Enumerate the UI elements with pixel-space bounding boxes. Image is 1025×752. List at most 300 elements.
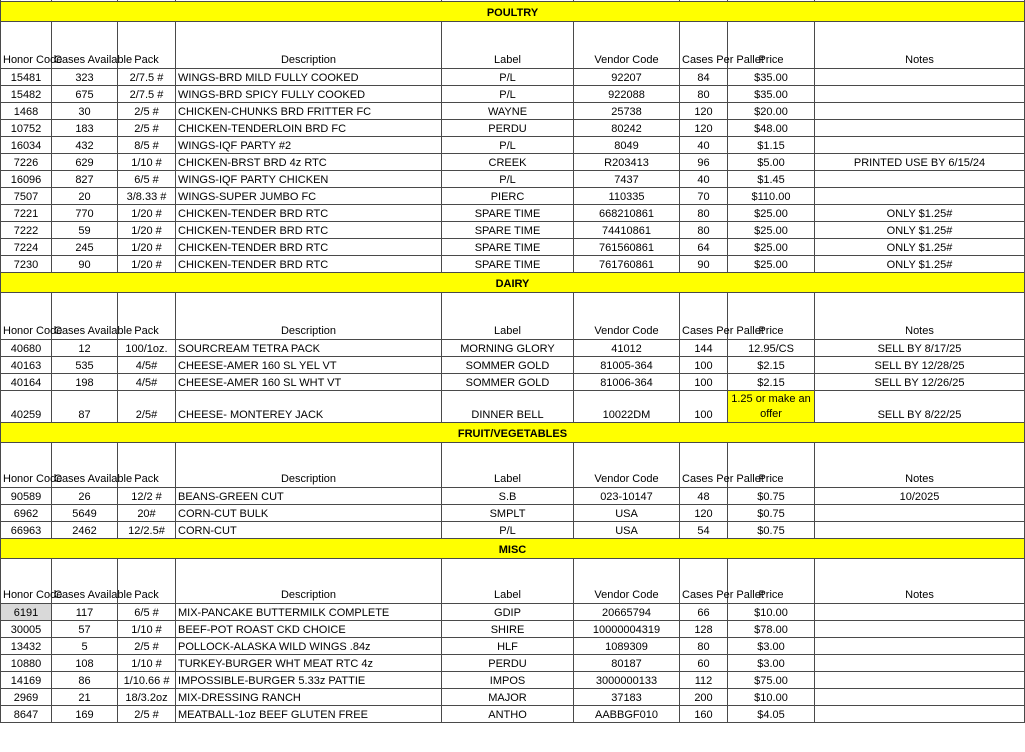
column-header-price: Price xyxy=(728,293,815,340)
cell-vendor: 8049 xyxy=(574,137,680,154)
section-header-row xyxy=(1,423,1025,443)
cell-vendor: 20665794 xyxy=(574,604,680,621)
cell-pack: 1/20 # xyxy=(118,205,176,222)
cell-pallet: 112 xyxy=(680,672,728,689)
cell-price: 1.25 or make an offer xyxy=(728,391,815,423)
cell-price: $5.00 xyxy=(728,154,815,171)
cell-code: 10752 xyxy=(1,120,52,137)
cell-notes: PRINTED USE BY 6/15/24 xyxy=(815,154,1025,171)
cell-code: 30005 xyxy=(1,621,52,638)
cell-code: 16034 xyxy=(1,137,52,154)
cell-code: 40164 xyxy=(1,374,52,391)
table-row[interactable] xyxy=(1,604,1025,621)
cell-price: $25.00 xyxy=(728,256,815,273)
cell-pallet: 64 xyxy=(680,239,728,256)
cell-pack: 6/5 # xyxy=(118,604,176,621)
cell-code: 7221 xyxy=(1,205,52,222)
section-title: FRUIT/VEGETABLES xyxy=(1,423,1025,443)
cell-desc: CHICKEN-TENDER BRD RTC xyxy=(176,222,442,239)
section-title: POULTRY xyxy=(1,2,1025,22)
cell-label: PIERC xyxy=(442,188,574,205)
cell-cases: 183 xyxy=(52,120,118,137)
cell-code: 8647 xyxy=(1,706,52,723)
cell-pallet: 128 xyxy=(680,621,728,638)
cell-cases: 245 xyxy=(52,239,118,256)
cell-label: P/L xyxy=(442,86,574,103)
cell-desc: CHICKEN-TENDERLOIN BRD FC xyxy=(176,120,442,137)
column-header-description: Description xyxy=(176,443,442,488)
cell-desc: MIX-DRESSING RANCH xyxy=(176,689,442,706)
column-header-row xyxy=(1,293,1025,340)
column-header-vendor-code: Vendor Code xyxy=(574,559,680,604)
cell-pack: 4/5# xyxy=(118,374,176,391)
cell-pallet: 120 xyxy=(680,505,728,522)
cell-cases: 675 xyxy=(52,86,118,103)
cell-vendor: 74410861 xyxy=(574,222,680,239)
column-header-cases-per-pallet: Cases Per Pallet xyxy=(680,293,728,340)
cell-notes xyxy=(815,655,1025,672)
cell-pack: 100/1oz. xyxy=(118,340,176,357)
cell-code: 90589 xyxy=(1,488,52,505)
cell-notes: SELL BY 12/26/25 xyxy=(815,374,1025,391)
cell-label: IMPOS xyxy=(442,672,574,689)
cell-vendor: 81006-364 xyxy=(574,374,680,391)
table-row[interactable] xyxy=(1,522,1025,539)
cell-pallet: 160 xyxy=(680,706,728,723)
table-row[interactable] xyxy=(1,706,1025,723)
cell-code: 7224 xyxy=(1,239,52,256)
cell-desc: BEEF-POT ROAST CKD CHOICE xyxy=(176,621,442,638)
column-header-cases-available: Cases Available xyxy=(52,22,118,69)
column-header-pack: Pack xyxy=(118,293,176,340)
table-row[interactable] xyxy=(1,340,1025,357)
cell-cases: 86 xyxy=(52,672,118,689)
column-header-notes: Notes xyxy=(815,559,1025,604)
cell-price: $0.75 xyxy=(728,505,815,522)
cell-notes xyxy=(815,689,1025,706)
cell-desc: CHICKEN-BRST BRD 4z RTC xyxy=(176,154,442,171)
cell-label: HLF xyxy=(442,638,574,655)
cell-code: 66963 xyxy=(1,522,52,539)
column-header-honor-code: Honor Code xyxy=(1,443,52,488)
cell-pallet: 80 xyxy=(680,638,728,655)
cell-notes xyxy=(815,505,1025,522)
cell-cases: 2462 xyxy=(52,522,118,539)
column-header-description: Description xyxy=(176,293,442,340)
table-row[interactable] xyxy=(1,357,1025,374)
cell-pack: 2/5 # xyxy=(118,103,176,120)
cell-price: $2.15 xyxy=(728,374,815,391)
cell-desc: MIX-PANCAKE BUTTERMILK COMPLETE xyxy=(176,604,442,621)
cell-vendor: 023-10147 xyxy=(574,488,680,505)
cell-price: $110.00 xyxy=(728,188,815,205)
column-header-notes: Notes xyxy=(815,293,1025,340)
cell-pack: 8/5 # xyxy=(118,137,176,154)
cell-notes xyxy=(815,137,1025,154)
cell-pallet: 100 xyxy=(680,357,728,374)
cell-cases: 117 xyxy=(52,604,118,621)
table-row[interactable] xyxy=(1,137,1025,154)
column-header-price: Price xyxy=(728,443,815,488)
table-row[interactable] xyxy=(1,689,1025,706)
cell-cases: 629 xyxy=(52,154,118,171)
cell-label: WAYNE xyxy=(442,103,574,120)
cell-price: 12.95/CS xyxy=(728,340,815,357)
cell-code: 6962 xyxy=(1,505,52,522)
cell-desc: CORN-CUT xyxy=(176,522,442,539)
cell-cases: 12 xyxy=(52,340,118,357)
cell-cases: 30 xyxy=(52,103,118,120)
cell-notes xyxy=(815,120,1025,137)
cell-pack: 1/10 # xyxy=(118,154,176,171)
cell-pack: 1/20 # xyxy=(118,256,176,273)
table-row[interactable] xyxy=(1,256,1025,273)
section-title: DAIRY xyxy=(1,273,1025,293)
cell-pack: 3/8.33 # xyxy=(118,188,176,205)
cell-pack: 20# xyxy=(118,505,176,522)
cell-notes xyxy=(815,171,1025,188)
cell-vendor: 761760861 xyxy=(574,256,680,273)
cell-pack: 1/20 # xyxy=(118,239,176,256)
cell-pack: 4/5# xyxy=(118,357,176,374)
cell-desc: CHICKEN-CHUNKS BRD FRITTER FC xyxy=(176,103,442,120)
cell-cases: 5649 xyxy=(52,505,118,522)
cell-pallet: 70 xyxy=(680,188,728,205)
cell-cases: 108 xyxy=(52,655,118,672)
table-row[interactable] xyxy=(1,505,1025,522)
cell-desc: POLLOCK-ALASKA WILD WINGS .84z xyxy=(176,638,442,655)
cell-price: $2.15 xyxy=(728,357,815,374)
cell-price: $3.00 xyxy=(728,655,815,672)
cell-desc: CHEESE-AMER 160 SL YEL VT xyxy=(176,357,442,374)
cell-desc: CHICKEN-TENDER BRD RTC xyxy=(176,256,442,273)
section-header-row xyxy=(1,539,1025,559)
cell-label: MAJOR xyxy=(442,689,574,706)
cell-cases: 26 xyxy=(52,488,118,505)
cell-pallet: 60 xyxy=(680,655,728,672)
cell-cases: 169 xyxy=(52,706,118,723)
column-header-cases-available: Cases Available xyxy=(52,443,118,488)
cell-label: DINNER BELL xyxy=(442,391,574,423)
table-row[interactable] xyxy=(1,205,1025,222)
cell-vendor: 25738 xyxy=(574,103,680,120)
cell-pallet: 200 xyxy=(680,689,728,706)
column-header-description: Description xyxy=(176,22,442,69)
cell-code: 13432 xyxy=(1,638,52,655)
cell-code: 1468 xyxy=(1,103,52,120)
column-header-pack: Pack xyxy=(118,559,176,604)
cell-pallet: 80 xyxy=(680,205,728,222)
cell-desc: MEATBALL-1oz BEEF GLUTEN FREE xyxy=(176,706,442,723)
cell-vendor: 81005-364 xyxy=(574,357,680,374)
cell-code: 15482 xyxy=(1,86,52,103)
cell-desc: CHEESE- MONTEREY JACK xyxy=(176,391,442,423)
column-header-label: Label xyxy=(442,293,574,340)
cell-cases: 198 xyxy=(52,374,118,391)
column-header-pack: Pack xyxy=(118,22,176,69)
cell-notes xyxy=(815,638,1025,655)
column-header-row xyxy=(1,22,1025,69)
table-row[interactable] xyxy=(1,621,1025,638)
column-header-price: Price xyxy=(728,559,815,604)
cell-label: SMPLT xyxy=(442,505,574,522)
column-header-notes: Notes xyxy=(815,22,1025,69)
cell-notes: ONLY $1.25# xyxy=(815,205,1025,222)
cell-price: $75.00 xyxy=(728,672,815,689)
cell-cases: 21 xyxy=(52,689,118,706)
cell-code: 7222 xyxy=(1,222,52,239)
cell-notes xyxy=(815,188,1025,205)
cell-notes: 10/2025 xyxy=(815,488,1025,505)
cell-pallet: 120 xyxy=(680,120,728,137)
cell-pallet: 66 xyxy=(680,604,728,621)
column-header-label: Label xyxy=(442,559,574,604)
cell-notes xyxy=(815,621,1025,638)
column-header-cases-available: Cases Available xyxy=(52,559,118,604)
cell-label: SPARE TIME xyxy=(442,205,574,222)
cell-pack: 1/10 # xyxy=(118,621,176,638)
cell-price: $25.00 xyxy=(728,205,815,222)
cell-pack: 2/5# xyxy=(118,391,176,423)
cell-pack: 12/2 # xyxy=(118,488,176,505)
column-header-cases-per-pallet: Cases Per Pallet xyxy=(680,443,728,488)
cell-pack: 6/5 # xyxy=(118,171,176,188)
cell-price: $0.75 xyxy=(728,522,815,539)
cell-price: $0.75 xyxy=(728,488,815,505)
cell-label: SOMMER GOLD xyxy=(442,357,574,374)
cell-cases: 432 xyxy=(52,137,118,154)
cell-desc: CHICKEN-TENDER BRD RTC xyxy=(176,239,442,256)
cell-label: PERDU xyxy=(442,655,574,672)
cell-vendor: 10000004319 xyxy=(574,621,680,638)
cell-cases: 535 xyxy=(52,357,118,374)
column-header-cases-per-pallet: Cases Per Pallet xyxy=(680,559,728,604)
cell-desc: CHEESE-AMER 160 SL WHT VT xyxy=(176,374,442,391)
column-header-description: Description xyxy=(176,559,442,604)
cell-cases: 87 xyxy=(52,391,118,423)
cell-pack: 18/3.2oz xyxy=(118,689,176,706)
cell-vendor: 92207 xyxy=(574,69,680,86)
cell-desc: WINGS-SUPER JUMBO FC xyxy=(176,188,442,205)
table-row[interactable] xyxy=(1,103,1025,120)
cell-pallet: 100 xyxy=(680,391,728,423)
table-row[interactable] xyxy=(1,154,1025,171)
cell-notes xyxy=(815,86,1025,103)
cell-notes: SELL BY 8/17/25 xyxy=(815,340,1025,357)
cell-cases: 323 xyxy=(52,69,118,86)
table-row[interactable] xyxy=(1,374,1025,391)
cell-label: P/L xyxy=(442,522,574,539)
cell-notes xyxy=(815,672,1025,689)
column-header-honor-code: Honor Code xyxy=(1,559,52,604)
cell-notes: ONLY $1.25# xyxy=(815,222,1025,239)
cell-notes xyxy=(815,103,1025,120)
cell-code: 7507 xyxy=(1,188,52,205)
cell-cases: 770 xyxy=(52,205,118,222)
cell-label: CREEK xyxy=(442,154,574,171)
cell-pallet: 84 xyxy=(680,69,728,86)
cell-pack: 1/10 # xyxy=(118,655,176,672)
cell-vendor: 10022DM xyxy=(574,391,680,423)
table-row[interactable] xyxy=(1,86,1025,103)
cell-pallet: 120 xyxy=(680,103,728,120)
cell-pack: 12/2.5# xyxy=(118,522,176,539)
table-row[interactable] xyxy=(1,672,1025,689)
table-row[interactable] xyxy=(1,488,1025,505)
cell-pack: 2/7.5 # xyxy=(118,69,176,86)
cell-price: $48.00 xyxy=(728,120,815,137)
column-header-price: Price xyxy=(728,22,815,69)
cell-pallet: 48 xyxy=(680,488,728,505)
cell-cases: 57 xyxy=(52,621,118,638)
cell-price: $78.00 xyxy=(728,621,815,638)
table-row[interactable] xyxy=(1,69,1025,86)
cell-desc: BEANS-GREEN CUT xyxy=(176,488,442,505)
cell-notes: SELL BY 8/22/25 xyxy=(815,391,1025,423)
column-header-label: Label xyxy=(442,22,574,69)
cell-label: MORNING GLORY xyxy=(442,340,574,357)
table-row[interactable] xyxy=(1,391,1025,423)
cell-pallet: 90 xyxy=(680,256,728,273)
cell-code: 7230 xyxy=(1,256,52,273)
section-header-row xyxy=(1,273,1025,293)
column-header-cases-available: Cases Available xyxy=(52,293,118,340)
cell-pallet: 144 xyxy=(680,340,728,357)
cell-price: $25.00 xyxy=(728,239,815,256)
cell-vendor: 41012 xyxy=(574,340,680,357)
cell-cases: 90 xyxy=(52,256,118,273)
cell-desc: TURKEY-BURGER WHT MEAT RTC 4z xyxy=(176,655,442,672)
cell-desc: WINGS-BRD SPICY FULLY COOKED xyxy=(176,86,442,103)
cell-label: SHIRE xyxy=(442,621,574,638)
cell-cases: 20 xyxy=(52,188,118,205)
table-row[interactable] xyxy=(1,655,1025,672)
cell-notes xyxy=(815,706,1025,723)
column-header-row xyxy=(1,443,1025,488)
cell-notes xyxy=(815,69,1025,86)
cell-desc: WINGS-IQF PARTY CHICKEN xyxy=(176,171,442,188)
cell-label: P/L xyxy=(442,171,574,188)
cell-vendor: 37183 xyxy=(574,689,680,706)
column-header-cases-per-pallet: Cases Per Pallet xyxy=(680,22,728,69)
cell-code: 40163 xyxy=(1,357,52,374)
cell-price: $10.00 xyxy=(728,604,815,621)
column-header-label: Label xyxy=(442,443,574,488)
cell-vendor: 7437 xyxy=(574,171,680,188)
cell-code: 40680 xyxy=(1,340,52,357)
cell-label: SPARE TIME xyxy=(442,256,574,273)
cell-desc: IMPOSSIBLE-BURGER 5.33z PATTIE xyxy=(176,672,442,689)
cell-code: 15481 xyxy=(1,69,52,86)
section-header-row xyxy=(1,2,1025,22)
table-row[interactable] xyxy=(1,188,1025,205)
cell-pack: 2/5 # xyxy=(118,638,176,655)
cell-vendor: 922088 xyxy=(574,86,680,103)
cell-cases: 827 xyxy=(52,171,118,188)
cell-label: P/L xyxy=(442,69,574,86)
cell-notes: ONLY $1.25# xyxy=(815,239,1025,256)
cell-price: $1.45 xyxy=(728,171,815,188)
cell-vendor: 110335 xyxy=(574,188,680,205)
cell-label: PERDU xyxy=(442,120,574,137)
cell-price: $10.00 xyxy=(728,689,815,706)
cell-notes: SELL BY 12/28/25 xyxy=(815,357,1025,374)
cell-code: 40259 xyxy=(1,391,52,423)
cell-notes xyxy=(815,604,1025,621)
cell-pallet: 40 xyxy=(680,137,728,154)
cell-notes xyxy=(815,522,1025,539)
cell-pallet: 80 xyxy=(680,86,728,103)
cell-label: ANTHO xyxy=(442,706,574,723)
cell-pallet: 100 xyxy=(680,374,728,391)
cell-code: 7226 xyxy=(1,154,52,171)
table-row[interactable] xyxy=(1,638,1025,655)
table-row[interactable] xyxy=(1,171,1025,188)
cell-price: $20.00 xyxy=(728,103,815,120)
cell-code: 10880 xyxy=(1,655,52,672)
cell-vendor: 761560861 xyxy=(574,239,680,256)
cell-price: $3.00 xyxy=(728,638,815,655)
cell-desc: WINGS-IQF PARTY #2 xyxy=(176,137,442,154)
cell-code: 2969 xyxy=(1,689,52,706)
cell-code: 14169 xyxy=(1,672,52,689)
column-header-notes: Notes xyxy=(815,443,1025,488)
cell-price: $35.00 xyxy=(728,86,815,103)
cell-label: S.B xyxy=(442,488,574,505)
cell-label: SOMMER GOLD xyxy=(442,374,574,391)
table-row[interactable] xyxy=(1,120,1025,137)
section-title: MISC xyxy=(1,539,1025,559)
cell-notes: ONLY $1.25# xyxy=(815,256,1025,273)
table-row[interactable] xyxy=(1,239,1025,256)
cell-label: SPARE TIME xyxy=(442,222,574,239)
cell-pallet: 40 xyxy=(680,171,728,188)
cell-vendor: USA xyxy=(574,522,680,539)
column-header-honor-code: Honor Code xyxy=(1,293,52,340)
cell-pack: 2/5 # xyxy=(118,120,176,137)
cell-price: $1.15 xyxy=(728,137,815,154)
column-header-vendor-code: Vendor Code xyxy=(574,293,680,340)
cell-pallet: 96 xyxy=(680,154,728,171)
cell-desc: CORN-CUT BULK xyxy=(176,505,442,522)
cell-cases: 5 xyxy=(52,638,118,655)
column-header-pack: Pack xyxy=(118,443,176,488)
cell-vendor: 668210861 xyxy=(574,205,680,222)
cell-pack: 2/5 # xyxy=(118,706,176,723)
cell-pack: 1/10.66 # xyxy=(118,672,176,689)
column-header-honor-code: Honor Code xyxy=(1,22,52,69)
cell-pallet: 80 xyxy=(680,222,728,239)
cell-desc: WINGS-BRD MILD FULLY COOKED xyxy=(176,69,442,86)
cell-vendor: AABBGF010 xyxy=(574,706,680,723)
cell-desc: SOURCREAM TETRA PACK xyxy=(176,340,442,357)
cell-code: 16096 xyxy=(1,171,52,188)
cell-label: SPARE TIME xyxy=(442,239,574,256)
cell-vendor: R203413 xyxy=(574,154,680,171)
cell-price: $25.00 xyxy=(728,222,815,239)
column-header-vendor-code: Vendor Code xyxy=(574,443,680,488)
cell-pack: 2/7.5 # xyxy=(118,86,176,103)
cell-pack: 1/20 # xyxy=(118,222,176,239)
table-row[interactable] xyxy=(1,222,1025,239)
cell-vendor: 80242 xyxy=(574,120,680,137)
cell-pallet: 54 xyxy=(680,522,728,539)
cell-price: $35.00 xyxy=(728,69,815,86)
cell-vendor: 3000000133 xyxy=(574,672,680,689)
column-header-vendor-code: Vendor Code xyxy=(574,22,680,69)
cell-label: GDIP xyxy=(442,604,574,621)
cell-desc: CHICKEN-TENDER BRD RTC xyxy=(176,205,442,222)
